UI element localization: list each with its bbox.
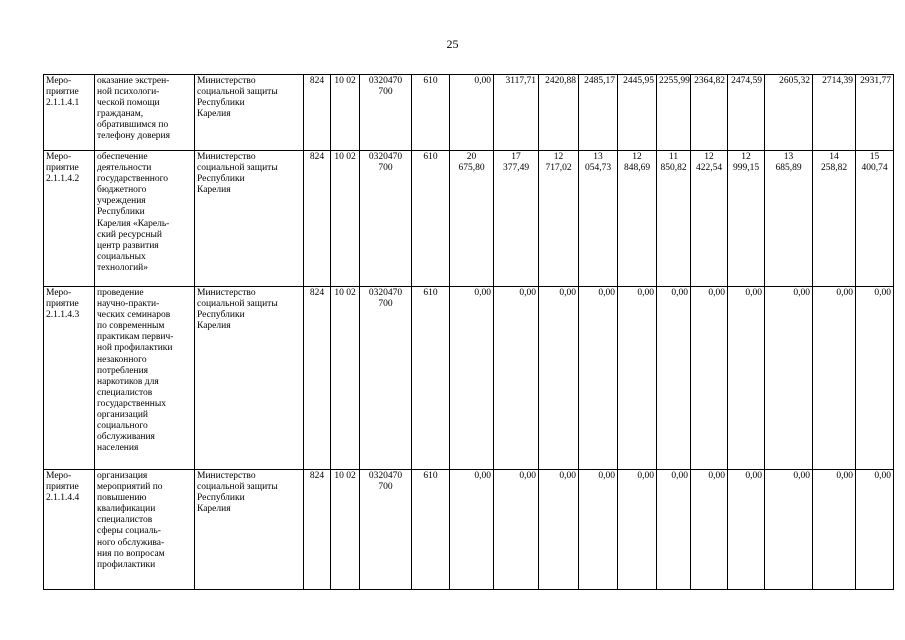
ministry-code-cell-line: 824: [309, 288, 325, 298]
measure-description-cell-line: центр развития: [97, 240, 159, 251]
ministry-code-cell: [304, 151, 331, 287]
measure-description-cell-line: профилактики: [97, 559, 156, 570]
year-value-cell-line: 0,00: [598, 471, 615, 481]
budget-table: [43, 74, 894, 590]
year-value-cell-line: 0,00: [519, 471, 536, 481]
ministry-code-cell-line: 824: [309, 76, 325, 86]
measure-description-cell-line: повышению: [97, 493, 147, 504]
year-value-cell-line: 2445,95: [623, 76, 654, 86]
year-value-cell-line: 2255,99: [659, 76, 690, 86]
year-value-cell-line: 0,00: [708, 471, 725, 481]
year-value-cell: [728, 470, 765, 590]
ministry-code-cell-line: 824: [309, 152, 325, 162]
year-value-cell: [657, 75, 691, 151]
year-value-cell-line: 848,69: [623, 163, 651, 174]
year-value-cell-line: 2364,82: [694, 76, 725, 86]
measure-description-cell-line: социальных: [97, 251, 146, 262]
page-number: 25: [446, 37, 459, 51]
year-value-cell-line: 12: [704, 152, 714, 162]
executor-cell-line: Карелия: [197, 321, 231, 332]
executor-cell-line: Республики: [197, 493, 245, 504]
expense-type-cell: [412, 151, 450, 287]
measure-description-cell: [95, 75, 195, 151]
target-article-cell-line: 700: [378, 482, 393, 493]
year-value-cell: [728, 75, 765, 151]
year-value-cell: [691, 470, 728, 590]
year-value-cell-line: 258,82: [820, 163, 848, 174]
year-value-cell: [450, 470, 494, 590]
executor-cell-line: Министерство: [197, 152, 256, 162]
measure-description-cell: [95, 470, 195, 590]
measure-name-cell: [44, 75, 95, 151]
year-value-cell-line: 2714,39: [822, 76, 853, 86]
measure-name-cell-line: Меро-: [46, 152, 72, 162]
measure-description-cell-line: организация: [97, 471, 148, 481]
target-article-cell-line: 0320470: [368, 288, 403, 298]
executor-cell-line: Карелия: [197, 185, 231, 196]
measure-name-cell-line: 2.1.1.4.4: [46, 493, 80, 504]
measure-name-cell-line: приятие: [46, 163, 79, 174]
year-value-cell-line: 0,00: [745, 288, 762, 298]
measure-name-cell-line: Меро-: [46, 471, 72, 481]
measure-description-cell-line: обслуживания: [97, 432, 155, 443]
table-body: [44, 75, 894, 590]
measure-name-cell-line: приятие: [46, 87, 79, 98]
year-value-cell-line: 2605,32: [779, 76, 810, 86]
section-code-cell: [331, 151, 360, 287]
measure-description-cell-line: ной психологи-: [97, 87, 160, 98]
section-code-cell-line: 10 02: [334, 76, 356, 86]
expense-type-cell-line: 610: [423, 288, 438, 298]
year-value-cell-line: 850,82: [660, 163, 687, 174]
table-row: [44, 75, 894, 151]
executor-cell-line: Республики: [197, 310, 245, 321]
year-value-cell-line: 2420,88: [545, 76, 576, 86]
measure-description-cell-line: ческой помощи: [97, 98, 160, 109]
year-value-cell-line: 0,00: [874, 471, 891, 481]
year-value-cell-line: 0,00: [559, 288, 576, 298]
measure-description-cell-line: гражданам,: [97, 109, 144, 120]
section-code-cell: [331, 75, 360, 151]
year-value-cell: [657, 470, 691, 590]
year-value-cell-line: 0,00: [708, 288, 725, 298]
year-value-cell: [450, 75, 494, 151]
year-value-cell-line: 999,15: [732, 163, 760, 174]
measure-description-cell-line: по современным: [97, 321, 165, 332]
year-value-cell: [765, 470, 813, 590]
executor-cell-line: Карелия: [197, 504, 231, 515]
measure-name-cell-line: 2.1.1.4.3: [46, 310, 80, 321]
year-value-cell-line: 12: [741, 152, 751, 162]
year-value-cell-line: 0,00: [598, 288, 615, 298]
measure-description-cell-line: населения: [97, 443, 139, 454]
year-value-cell: [856, 287, 894, 470]
executor-cell-line: Республики: [197, 98, 245, 109]
year-value-cell: [494, 470, 539, 590]
year-value-cell-line: 685,89: [775, 163, 802, 174]
target-article-cell-line: 0320470: [368, 76, 403, 86]
measure-description-cell-line: практикам первич-: [97, 332, 174, 343]
measure-description-cell-line: социального: [97, 421, 148, 432]
year-value-cell-line: 14: [829, 152, 839, 162]
year-value-cell-line: 15: [869, 152, 880, 162]
year-value-cell-line: 2931,77: [860, 76, 891, 86]
year-value-cell-line: 12: [632, 152, 642, 162]
year-value-cell-line: 12: [553, 152, 564, 162]
measure-description-cell-line: организаций: [97, 410, 149, 421]
executor-cell-line: Министерство: [197, 76, 256, 86]
expense-type-cell: [412, 75, 450, 151]
measure-description-cell-line: специалистов: [97, 387, 153, 398]
measure-name-cell-line: Меро-: [46, 288, 72, 298]
executor-cell-line: социальной защиты: [197, 482, 278, 493]
section-code-cell-line: 10 02: [334, 152, 356, 162]
executor-cell: [195, 470, 304, 590]
measure-description-cell-line: ческих семинаров: [97, 310, 171, 321]
year-value-cell: [539, 287, 579, 470]
ministry-code-cell: [304, 470, 331, 590]
target-article-cell-line: 0320470: [368, 152, 403, 162]
executor-cell-line: социальной защиты: [197, 163, 278, 174]
target-article-cell: [360, 287, 412, 470]
year-value-cell: [856, 75, 894, 151]
year-value-cell-line: 2474,59: [731, 76, 762, 86]
table-row: [44, 151, 894, 287]
year-value-cell-line: 717,02: [545, 163, 572, 174]
year-value-cell: [813, 287, 856, 470]
year-value-cell-line: 0,00: [637, 471, 654, 481]
executor-cell-line: Министерство: [197, 471, 256, 481]
target-article-cell-line: 700: [378, 299, 393, 310]
year-value-cell: [494, 75, 539, 151]
executor-cell: [195, 287, 304, 470]
measure-description-cell-line: Республики: [97, 207, 145, 218]
year-value-cell: [765, 287, 813, 470]
year-value-cell: [450, 287, 494, 470]
year-value-cell: [539, 151, 579, 287]
ministry-code-cell: [304, 287, 331, 470]
year-value-cell: [691, 75, 728, 151]
measure-name-cell: [44, 287, 95, 470]
year-value-cell: [579, 287, 618, 470]
measure-description-cell-line: телефону доверия: [97, 131, 170, 142]
measure-description-cell-line: ния по вопросам: [97, 548, 165, 559]
measure-description-cell-line: деятельности: [97, 163, 152, 174]
year-value-cell-line: 0,00: [793, 471, 810, 481]
executor-cell: [195, 75, 304, 151]
year-value-cell: [856, 470, 894, 590]
year-value-cell-line: 13: [593, 152, 603, 162]
year-value-cell-line: 11: [668, 152, 679, 162]
measure-description-cell-line: ного обслужива-: [97, 537, 165, 548]
year-value-cell: [813, 75, 856, 151]
year-value-cell: [813, 470, 856, 590]
target-article-cell-line: 0320470: [368, 471, 403, 481]
expense-type-cell: [412, 287, 450, 470]
executor-cell: [195, 151, 304, 287]
year-value-cell-line: 422,54: [695, 163, 723, 174]
measure-description-cell-line: технологий»: [97, 262, 149, 273]
target-article-cell-line: 700: [378, 87, 393, 98]
table-row: [44, 470, 894, 590]
measure-description-cell-line: оказание экстрен-: [97, 76, 170, 86]
year-value-cell: [494, 287, 539, 470]
year-value-cell-line: 0,00: [671, 288, 688, 298]
year-value-cell: [856, 151, 894, 287]
measure-description-cell-line: учреждения: [97, 196, 146, 207]
year-value-cell-line: 2485,17: [584, 76, 615, 86]
year-value-cell-line: 0,00: [836, 288, 853, 298]
measure-description-cell-line: обеспечение: [97, 152, 148, 162]
measure-description-cell-line: специалистов: [97, 515, 153, 526]
year-value-cell: [765, 75, 813, 151]
year-value-cell: [765, 151, 813, 287]
executor-cell-line: социальной защиты: [197, 299, 278, 310]
measure-description-cell-line: ский ресурсный: [97, 229, 162, 240]
year-value-cell: [813, 151, 856, 287]
measure-name-cell-line: приятие: [46, 299, 79, 310]
year-value-cell: [539, 470, 579, 590]
year-value-cell-line: 0,00: [559, 471, 576, 481]
year-value-cell: [618, 75, 657, 151]
measure-description-cell-line: потребления: [97, 365, 149, 376]
year-value-cell: [691, 287, 728, 470]
year-value-cell-line: 0,00: [519, 288, 536, 298]
measure-description-cell-line: незаконного: [97, 354, 147, 365]
target-article-cell-line: 700: [378, 163, 393, 174]
year-value-cell: [691, 151, 728, 287]
year-value-cell-line: 0,00: [474, 76, 491, 86]
measure-name-cell: [44, 470, 95, 590]
measure-description-cell-line: государственных: [97, 398, 167, 409]
year-value-cell: [539, 75, 579, 151]
measure-name-cell: [44, 151, 95, 287]
measure-description-cell-line: ной профилактики: [97, 343, 173, 354]
section-code-cell-line: 10 02: [334, 288, 356, 298]
year-value-cell-line: 0,00: [474, 288, 491, 298]
year-value-cell-line: 3117,71: [505, 76, 536, 86]
executor-cell-line: Республики: [197, 174, 245, 185]
measure-description-cell-line: государственного: [97, 174, 169, 185]
year-value-cell-line: 675,80: [458, 163, 485, 174]
measure-description-cell-line: проведение: [97, 288, 144, 298]
measure-name-cell-line: приятие: [46, 482, 79, 493]
year-value-cell-line: 0,00: [745, 471, 762, 481]
expense-type-cell-line: 610: [423, 152, 438, 162]
section-code-cell: [331, 287, 360, 470]
year-value-cell-line: 13: [783, 152, 794, 162]
year-value-cell-line: 0,00: [474, 471, 491, 481]
year-value-cell-line: 0,00: [793, 288, 810, 298]
expense-type-cell-line: 610: [423, 471, 438, 481]
year-value-cell-line: 377,49: [502, 163, 530, 174]
measure-description-cell-line: Карелия «Карель-: [97, 218, 170, 229]
executor-cell-line: Министерство: [197, 288, 256, 298]
measure-description-cell-line: обратившимся по: [97, 120, 169, 131]
measure-description-cell: [95, 287, 195, 470]
section-code-cell: [331, 470, 360, 590]
year-value-cell-line: 0,00: [874, 288, 891, 298]
measure-description-cell-line: наркотиков для: [97, 376, 159, 387]
year-value-cell: [450, 151, 494, 287]
table-row: [44, 287, 894, 470]
year-value-cell-line: 0,00: [671, 471, 688, 481]
year-value-cell-line: 0,00: [836, 471, 853, 481]
year-value-cell: [657, 151, 691, 287]
year-value-cell: [618, 470, 657, 590]
target-article-cell: [360, 151, 412, 287]
year-value-cell-line: 054,73: [584, 163, 612, 174]
year-value-cell: [657, 287, 691, 470]
ministry-code-cell: [304, 75, 331, 151]
year-value-cell-line: 400,74: [861, 163, 888, 174]
target-article-cell: [360, 75, 412, 151]
measure-name-cell-line: Меро-: [46, 76, 72, 86]
expense-type-cell-line: 610: [423, 76, 438, 86]
expense-type-cell: [412, 470, 450, 590]
measure-name-cell-line: 2.1.1.4.1: [46, 98, 80, 109]
year-value-cell: [579, 470, 618, 590]
ministry-code-cell-line: 824: [309, 471, 325, 481]
measure-description-cell: [95, 151, 195, 287]
measure-description-cell-line: квалификации: [97, 504, 156, 515]
year-value-cell: [618, 287, 657, 470]
measure-name-cell-line: 2.1.1.4.2: [46, 174, 80, 185]
year-value-cell: [728, 151, 765, 287]
year-value-cell: [728, 287, 765, 470]
section-code-cell-line: 10 02: [334, 471, 356, 481]
year-value-cell: [618, 151, 657, 287]
target-article-cell: [360, 470, 412, 590]
measure-description-cell-line: мероприятий по: [97, 482, 163, 493]
executor-cell-line: социальной защиты: [197, 87, 278, 98]
year-value-cell: [579, 75, 618, 151]
year-value-cell-line: 20: [466, 152, 477, 162]
year-value-cell-line: 17: [511, 152, 521, 162]
measure-description-cell-line: научно-практи-: [97, 299, 160, 310]
year-value-cell-line: 0,00: [637, 288, 654, 298]
measure-description-cell-line: сферы социаль-: [97, 526, 161, 537]
year-value-cell: [579, 151, 618, 287]
measure-description-cell-line: бюджетного: [97, 185, 147, 196]
year-value-cell: [494, 151, 539, 287]
executor-cell-line: Карелия: [197, 109, 231, 120]
